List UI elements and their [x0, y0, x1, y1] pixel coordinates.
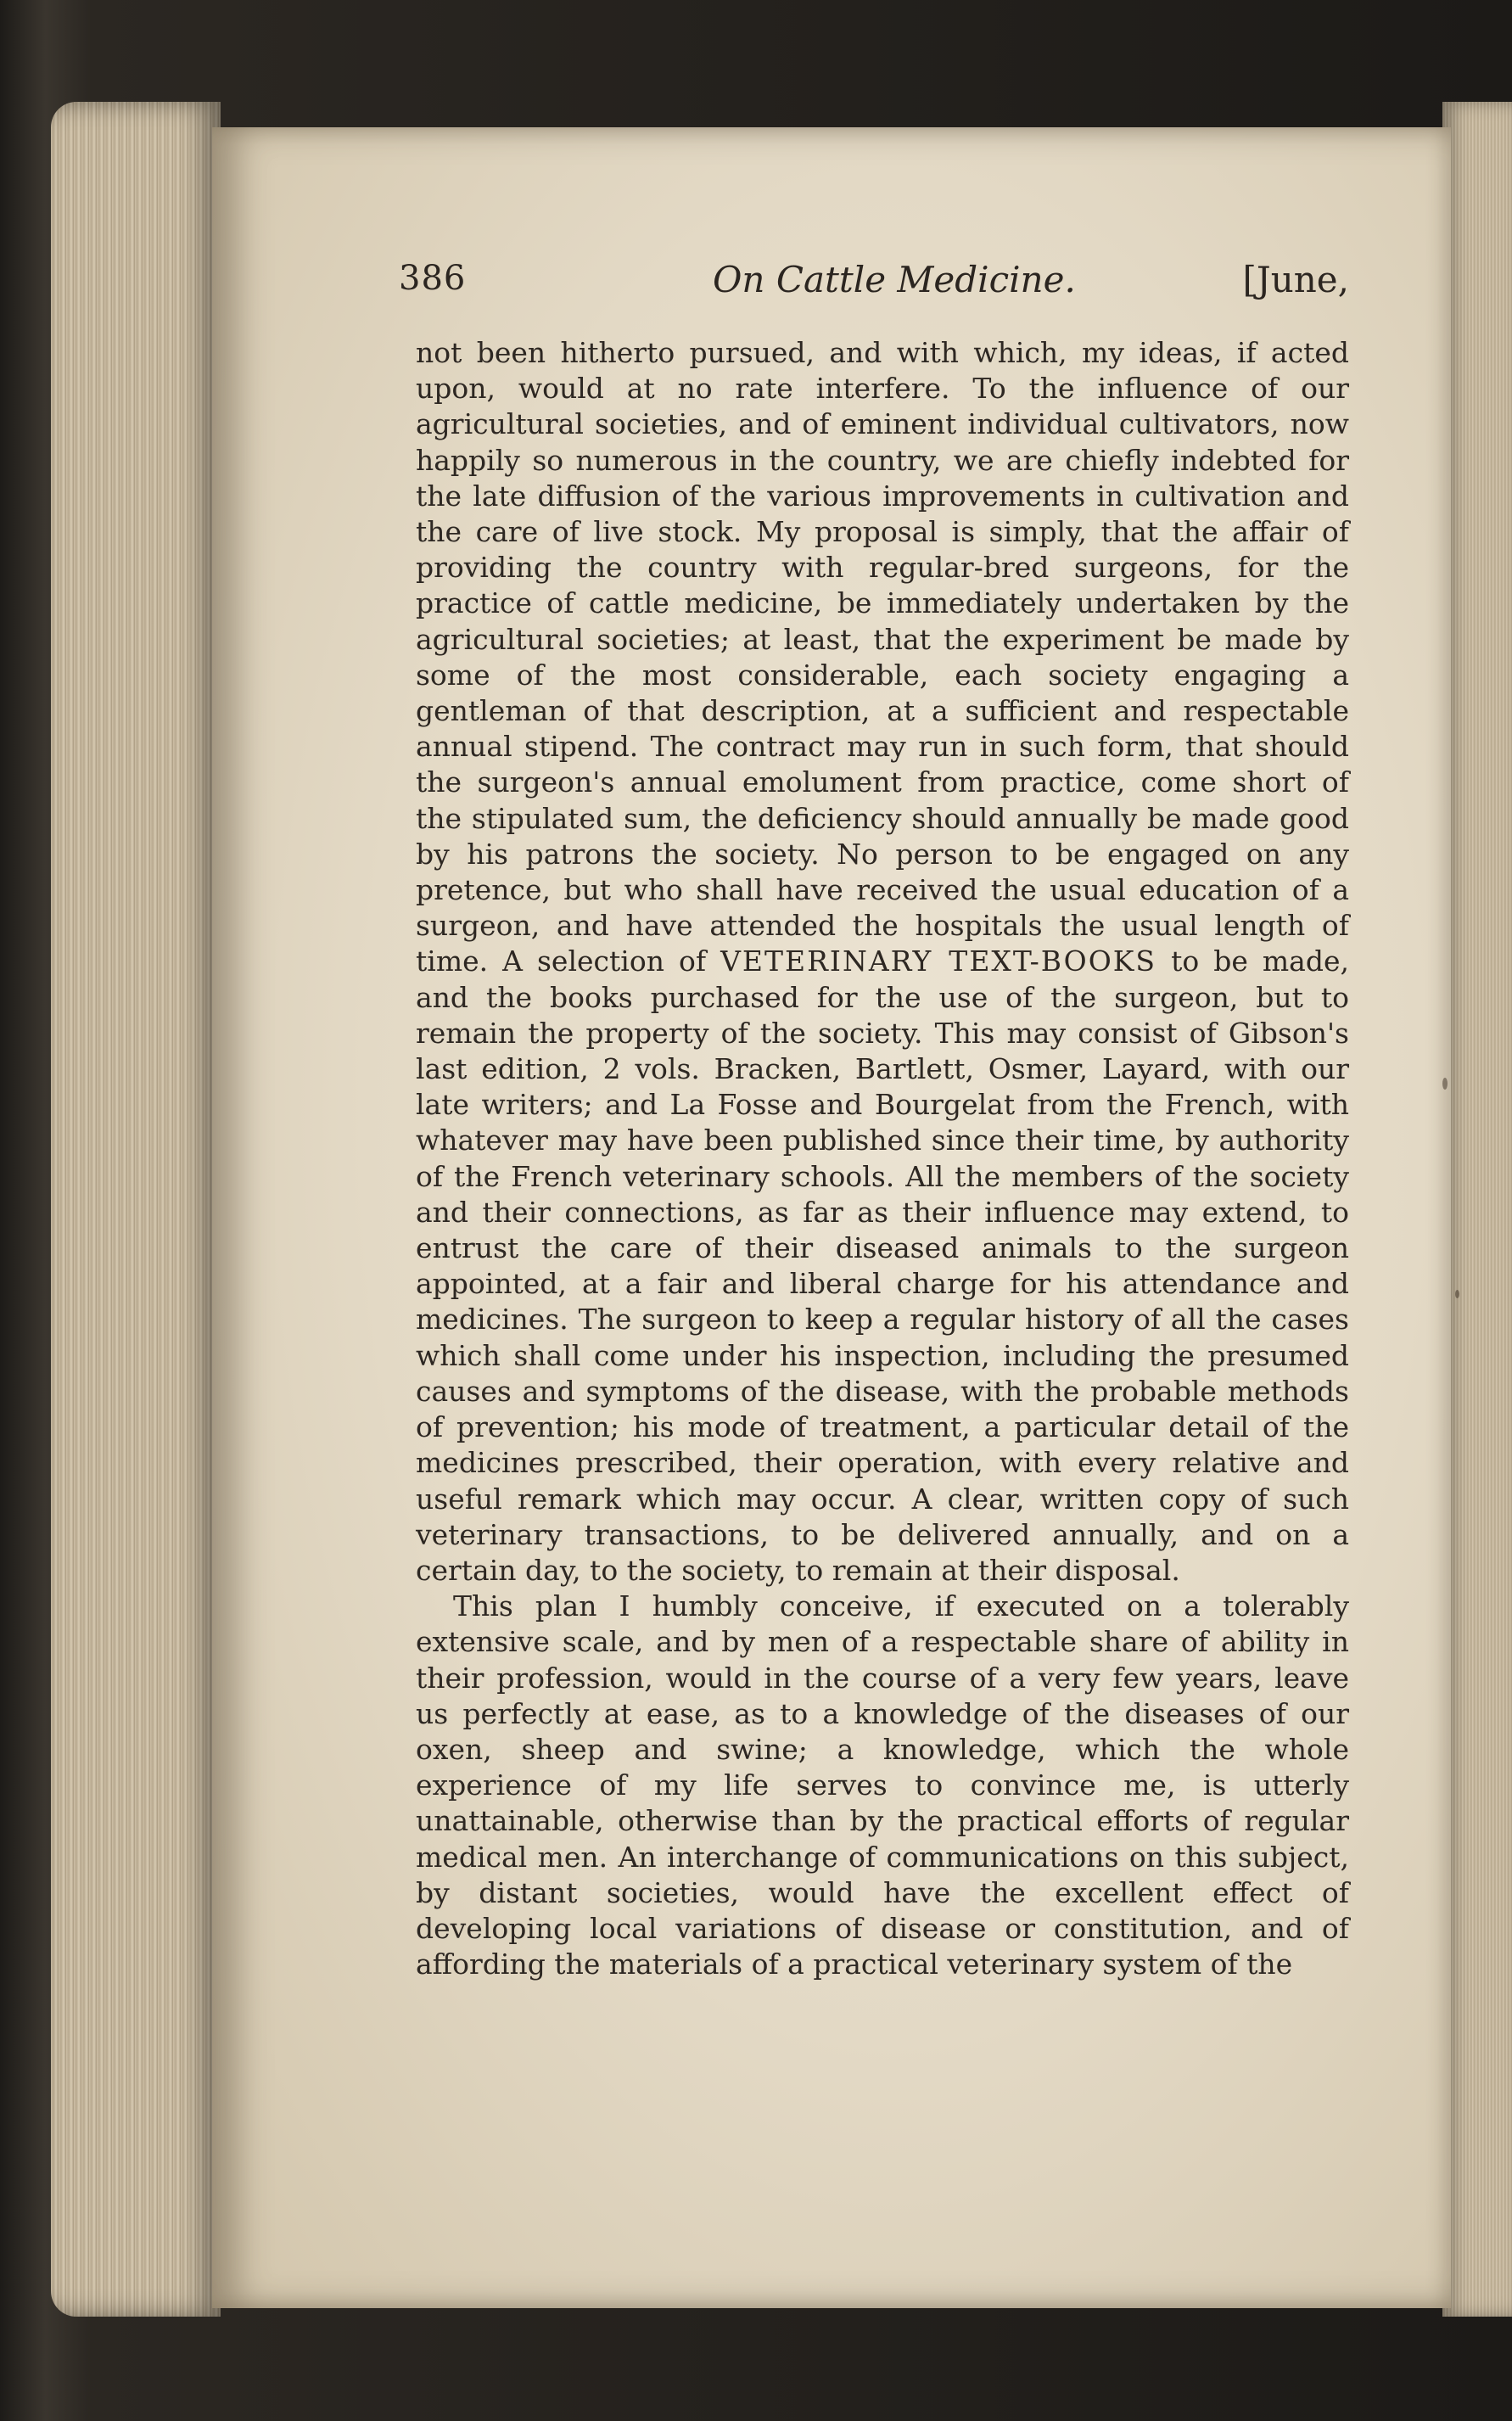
- book-binding-left: [51, 102, 221, 2317]
- paragraph-1: [416, 335, 1349, 1589]
- paragraph-1-part-1: not been hitherto pursued, and with which, my ideas, if acted upon, would at no rate interfere. To the influence of our agricultural societies, and of eminent individual cultivators, now happily so numerous in the country, we are chiefly indebted for the late diffusion of the various improvements in cultivation and the care of live stock. My proposal is simply, that the affair of providing the country with regular-bred surgeons, for the practice of cattle medicine, be immediately undertaken by the agricultural societies; at least, that the experiment be made by some of the most considerable, each society engaging a gentleman of that description, at a sufficient and respectable annual stipend. The contract may run in such form, that should the surgeon's annual emolument from practice, come short of the stipulated sum, the deficiency should annually be made good by his patrons the society. No person to be engaged on any pretence, but who shall have received the usual education of a surgeon, and have attended the hospitals the usual length of time. A selection of: [416, 336, 1349, 978]
- body-text: [416, 335, 1349, 1982]
- running-header: [399, 259, 1349, 310]
- running-date: [June,: [1242, 259, 1349, 300]
- page-number: 386: [399, 259, 467, 298]
- book-edge-right: [1442, 102, 1512, 2317]
- small-caps-phrase: VETERINARY TEXT-BOOKS: [720, 944, 1157, 978]
- paper-spot: [1442, 1078, 1448, 1090]
- running-title: On Cattle Medicine.: [713, 259, 1076, 300]
- paragraph-1-part-3: to be made, and the books purchased for the use of the surgeon, but to remain the property of the society. This may consist of Gibson's last edition, 2 vols. Bracken, Bartlett, Osmer, Layard, with our late writers; and La Fosse and Bourgelat from the French, with whatever may have been published since their time, by authority of the French veterinary schools. All the members of the society and their connections, as far as their influence may extend, to entrust the care of their diseased animals to the surgeon appointed, at a fair and liberal charge for his attendance and medicines. The surgeon to keep a regular history of all the cases which shall come under his inspection, including the presumed causes and symptoms of the disease, with the probable methods of prevention; his mode of treatment, a particular detail of the medicines prescribed, their operation, with every relative and useful remark which may occur. A clear, written copy of such veterinary transactions, to be delivered annually, and on a certain day, to the society, to remain at their disposal.: [416, 944, 1349, 1587]
- paragraph-2: This plan I humbly conceive, if executed on a tolerably extensive scale, and by men of a respectable share of ability in their profession, would in the course of a very few years, leave us perfectly at ease, as to a knowledge of the diseases of our oxen, sheep and swine; a knowledge, which the whole experience of my life serves to convince me, is utterly unattainable, otherwise than by the practical efforts of regular medical men. An interchange of communications on this subject, by distant societies, would have the excellent effect of developing local variations of disease or constitution, and of affording the materials of a practical veterinary system of the: [416, 1589, 1349, 1981]
- paper-spot: [1455, 1290, 1459, 1298]
